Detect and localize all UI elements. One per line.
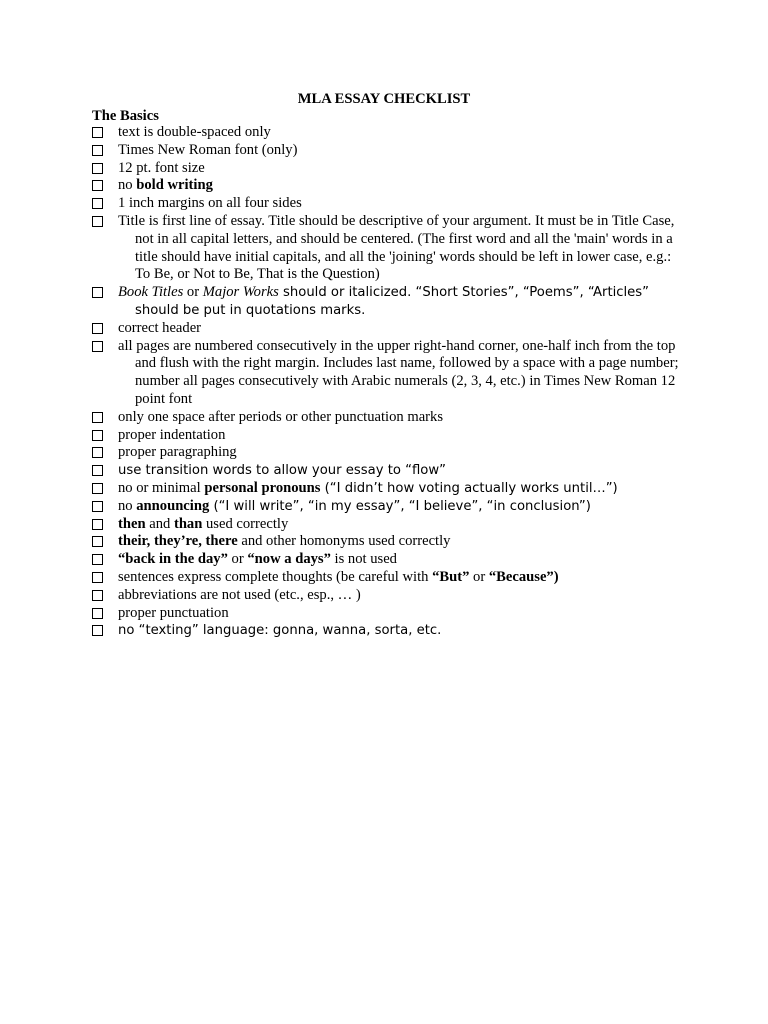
text-fragment: than: [173, 515, 203, 532]
text-fragment: sentences express complete thoughts (be careful with: [118, 568, 433, 585]
checklist-item-text: [118, 213, 682, 284]
checkbox-icon[interactable]: [92, 554, 103, 565]
checkbox-icon[interactable]: [92, 127, 103, 138]
checklist-item-text: [118, 587, 682, 605]
checkbox-icon[interactable]: [92, 180, 103, 191]
checklist-item: [92, 516, 682, 534]
checklist-item-text: [118, 142, 682, 160]
text-fragment: no “texting” language: gonna, wanna, sorta, etc.: [118, 623, 442, 639]
checkbox-icon[interactable]: [92, 608, 103, 619]
checklist-item: [92, 213, 682, 284]
checklist-item-text: [118, 516, 682, 534]
checklist-item: [92, 569, 682, 587]
text-fragment: Times New Roman font (only): [118, 141, 298, 158]
checklist-item: [92, 444, 682, 462]
text-fragment: use transition words to allow your essay to “flow”: [118, 463, 446, 479]
checklist-item-text: [118, 444, 682, 462]
checklist-item-text: [118, 480, 682, 498]
text-fragment: announcing: [136, 497, 210, 514]
text-fragment: bold writing: [136, 177, 213, 194]
text-fragment: Title is first line of essay. Title should be descriptive of your argument. It must be in Title Case, not in all capital letters, and should be centered. (The first word and all the 'main' words in a title should have initial capitals, and all the 'joining' words should be left in lower case, e.g.: To Be, or Not to Be, That is the Question): [118, 212, 675, 283]
checkbox-icon[interactable]: [92, 483, 103, 494]
text-fragment: 12 pt. font size: [118, 159, 205, 176]
text-fragment: or: [183, 284, 203, 301]
checklist-item-text: [118, 622, 682, 640]
text-fragment: “now a days”: [247, 551, 331, 568]
text-fragment: no or minimal: [118, 479, 205, 496]
checklist-item-text: [118, 409, 682, 427]
checklist-item-text: [118, 605, 682, 623]
checklist-item: [92, 551, 682, 569]
text-fragment: “Because”): [488, 568, 559, 585]
checklist-item-text: [118, 551, 682, 569]
text-fragment: (“I will write”, “in my essay”, “I believe”, “in conclusion”): [209, 498, 591, 514]
text-fragment: no: [118, 497, 137, 514]
checkbox-icon[interactable]: [92, 625, 103, 636]
checklist: [92, 124, 682, 640]
checkbox-icon[interactable]: [92, 287, 103, 298]
section-heading: The Basics: [92, 108, 159, 124]
text-fragment: (“I didn’t how voting actually works until…”): [320, 480, 618, 496]
text-fragment: and: [145, 515, 174, 532]
text-fragment: “back in the day”: [118, 551, 228, 568]
checkbox-icon[interactable]: [92, 341, 103, 352]
checklist-item-text: [118, 124, 682, 142]
checklist-item-text: [118, 195, 682, 213]
text-fragment: Book Titles: [118, 284, 184, 301]
checklist-item: [92, 462, 682, 480]
text-fragment: or: [227, 551, 248, 568]
checklist-item: [92, 480, 682, 498]
checklist-item-text: [118, 338, 682, 409]
checklist-item: [92, 498, 682, 516]
text-fragment: 1 inch margins on all four sides: [118, 195, 302, 212]
checklist-item: [92, 427, 682, 445]
checkbox-icon[interactable]: [92, 447, 103, 458]
text-fragment: Major Works: [202, 284, 279, 301]
checklist-item: [92, 605, 682, 623]
text-fragment: all pages are numbered consecutively in the upper right-hand corner, one-half inch from the top and flush with the right margin. Includes last name, followed by a space with a page number; number all pages consecutively with Arabic numerals (2, 3, 4, etc.) in Times New Roman 12 point font: [118, 337, 679, 407]
text-fragment: or: [469, 568, 489, 585]
checkbox-icon[interactable]: [92, 590, 103, 601]
checkbox-icon[interactable]: [92, 519, 103, 530]
text-fragment: no: [118, 177, 137, 194]
checklist-item: [92, 587, 682, 605]
text-fragment: proper indentation: [118, 426, 226, 443]
text-fragment: proper punctuation: [118, 604, 229, 621]
checklist-item: [92, 195, 682, 213]
checklist-item: [92, 409, 682, 427]
checklist-item-text: [118, 462, 682, 480]
checkbox-icon[interactable]: [92, 163, 103, 174]
text-fragment: proper paragraphing: [118, 444, 237, 461]
checklist-item: [92, 124, 682, 142]
checklist-item-text: [118, 498, 682, 516]
checkbox-icon[interactable]: [92, 323, 103, 334]
checklist-item-text: [118, 284, 682, 320]
text-fragment: text is double-spaced only: [118, 124, 271, 140]
text-fragment: personal pronouns: [204, 479, 321, 496]
text-fragment: then: [118, 515, 146, 532]
checklist-item-text: [118, 177, 682, 195]
checkbox-icon[interactable]: [92, 216, 103, 227]
checklist-item: [92, 284, 682, 320]
checkbox-icon[interactable]: [92, 145, 103, 156]
text-fragment: used correctly: [202, 515, 289, 532]
checkbox-icon[interactable]: [92, 465, 103, 476]
text-fragment: “But”: [432, 568, 470, 585]
checkbox-icon[interactable]: [92, 501, 103, 512]
checklist-item-text: [118, 320, 682, 338]
text-fragment: abbreviations are not used (etc., esp., … ): [118, 586, 361, 603]
checklist-item: [92, 622, 682, 640]
text-fragment: is not used: [330, 551, 397, 568]
checkbox-icon[interactable]: [92, 572, 103, 583]
checklist-item: [92, 320, 682, 338]
checklist-item-text: [118, 427, 682, 445]
checklist-item: [92, 142, 682, 160]
text-fragment: should or italicized. “Short Stories”, “Poems”, “Articles” should be put in quotations marks.: [135, 285, 650, 318]
checklist-item: [92, 160, 682, 178]
text-fragment: their, they’re, there: [118, 533, 238, 550]
checklist-item-text: [118, 533, 682, 551]
checkbox-icon[interactable]: [92, 412, 103, 423]
checklist-item: [92, 533, 682, 551]
checkbox-icon[interactable]: [92, 198, 103, 209]
checklist-item-text: [118, 160, 682, 178]
checklist-item: [92, 177, 682, 195]
checklist-item-text: [118, 569, 682, 587]
text-fragment: and other homonyms used correctly: [237, 533, 451, 550]
document-title: MLA ESSAY CHECKLIST: [297, 91, 471, 107]
checklist-item: [92, 338, 682, 409]
checkbox-icon[interactable]: [92, 536, 103, 547]
text-fragment: correct header: [118, 319, 202, 336]
text-fragment: only one space after periods or other punctuation marks: [118, 408, 444, 425]
checkbox-icon[interactable]: [92, 430, 103, 441]
